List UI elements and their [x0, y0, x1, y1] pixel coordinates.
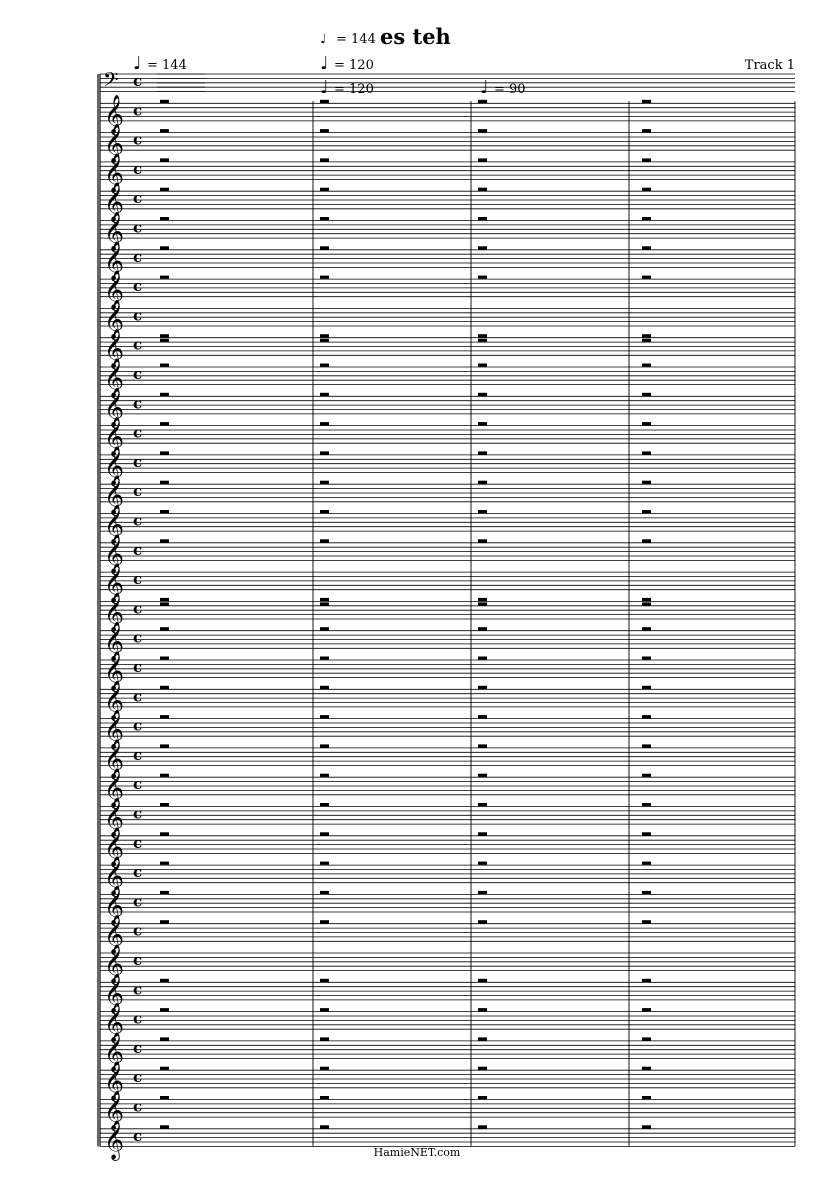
treble-clef-icon: 𝄞: [104, 211, 125, 252]
staff: [100, 1003, 795, 1044]
whole-rest: [320, 744, 329, 747]
treble-clef-icon: 𝄞: [104, 445, 125, 486]
time-signature: c: [133, 833, 143, 852]
whole-rest: [478, 510, 487, 513]
treble-clef-icon: 𝄞: [104, 358, 125, 398]
treble-clef-icon: 𝄞: [104, 651, 125, 691]
whole-rest: [478, 1067, 487, 1070]
whole-rest: [320, 100, 329, 103]
treble-clef-icon: 𝄞: [104, 680, 125, 721]
treble-clef-icon: 𝄞: [104, 152, 125, 193]
whole-rest: [478, 481, 487, 484]
time-signature: c: [133, 1038, 143, 1057]
whole-rest: [320, 1096, 329, 1099]
staff: [100, 387, 795, 428]
time-signature: c: [133, 1068, 143, 1087]
whole-rest: [642, 276, 651, 279]
treble-clef-icon: 𝄞: [104, 270, 125, 311]
treble-clef-icon: 𝄞: [104, 1090, 125, 1131]
whole-rest: [320, 451, 329, 454]
treble-clef-icon: 𝄞: [104, 1119, 125, 1160]
treble-clef-icon: 𝄞: [104, 387, 125, 428]
bass-clef-icon: 𝄢: [103, 68, 119, 96]
tempo-value: = 120: [334, 82, 374, 97]
footer-credit: HamieNET.com: [373, 1146, 461, 1159]
whole-rest: [160, 686, 169, 689]
whole-rest: [642, 832, 651, 835]
staff: [100, 680, 795, 721]
whole-rest: [642, 158, 651, 161]
staff: [100, 417, 795, 458]
whole-rest: [160, 334, 169, 337]
whole-rest: [642, 334, 651, 337]
treble-clef-icon: 𝄞: [104, 1031, 125, 1072]
staff: [100, 973, 795, 1014]
whole-rest: [320, 774, 329, 777]
time-signature: c: [133, 335, 143, 354]
treble-clef-icon: 𝄞: [104, 504, 125, 545]
whole-rest: [642, 339, 651, 342]
whole-rest: [478, 686, 487, 689]
whole-rest: [478, 422, 487, 425]
whole-rest: [478, 451, 487, 454]
staff: [100, 592, 795, 633]
whole-rest: [478, 217, 487, 220]
whole-rest: [320, 657, 329, 660]
staff: [100, 270, 795, 311]
staff: [100, 798, 795, 839]
whole-rest: [642, 979, 651, 982]
whole-rest: [642, 1125, 651, 1128]
whole-rest: [160, 920, 169, 923]
staff: [100, 739, 795, 780]
time-signature: c: [133, 658, 143, 676]
staff: [100, 241, 795, 282]
tempo-mark: [133, 53, 187, 74]
whole-rest: [478, 715, 487, 718]
whole-rest: [320, 979, 329, 982]
whole-rest: [320, 188, 329, 191]
time-signature: c: [133, 159, 143, 178]
whole-rest: [642, 217, 651, 220]
whole-rest: [642, 774, 651, 777]
whole-rest: [320, 1125, 329, 1128]
whole-rest: [478, 774, 487, 777]
time-signature: c: [133, 921, 143, 940]
whole-rest: [478, 334, 487, 337]
whole-rest: [160, 715, 169, 718]
whole-rest: [478, 539, 487, 542]
instrument-name: Track 1: [744, 58, 795, 73]
whole-rest: [160, 1067, 169, 1070]
whole-rest: [160, 188, 169, 191]
whole-rest: [320, 217, 329, 220]
whole-rest: [478, 862, 487, 865]
whole-rest: [642, 510, 651, 513]
whole-rest: [160, 657, 169, 660]
whole-rest: [160, 510, 169, 513]
treble-clef-icon: 𝄞: [104, 826, 125, 867]
tempo-mark: [320, 53, 374, 74]
whole-rest: [320, 539, 329, 542]
treble-clef-icon: 𝄞: [104, 94, 125, 135]
whole-rest: [160, 158, 169, 161]
whole-rest: [478, 744, 487, 747]
treble-clef-icon: 𝄞: [104, 299, 125, 340]
whole-rest: [160, 598, 169, 601]
whole-rest: [320, 920, 329, 923]
treble-clef-icon: 𝄞: [104, 914, 125, 955]
whole-rest: [478, 246, 487, 249]
staff: [100, 124, 795, 165]
whole-rest: [160, 744, 169, 747]
whole-rest: [642, 451, 651, 454]
time-signature: c: [133, 687, 143, 706]
piece-title: es teh: [380, 24, 451, 49]
treble-clef-icon: 𝄞: [104, 973, 125, 1014]
time-signature: c: [133, 892, 143, 911]
whole-rest: [160, 217, 169, 220]
whole-rest: [160, 451, 169, 454]
time-signature: c: [133, 218, 143, 237]
staff-system: [98, 68, 795, 1161]
tempo-value: = 120: [334, 58, 374, 73]
time-signature: c: [133, 980, 143, 999]
staff: [100, 710, 795, 751]
whole-rest: [642, 1096, 651, 1099]
time-signature: c: [133, 306, 143, 325]
whole-rest: [160, 1096, 169, 1099]
staff: [100, 153, 795, 194]
time-signature: c: [133, 72, 143, 90]
staff: [100, 885, 795, 926]
whole-rest: [478, 100, 487, 103]
treble-clef-icon: 𝄞: [104, 475, 125, 516]
whole-rest: [478, 158, 487, 161]
treble-clef-icon: 𝄞: [104, 1002, 125, 1043]
staff: [100, 505, 795, 546]
treble-clef-icon: 𝄞: [104, 797, 125, 838]
staff: [100, 651, 795, 692]
whole-rest: [160, 1125, 169, 1128]
treble-clef-icon: 𝄞: [104, 416, 125, 457]
header: [320, 24, 795, 73]
whole-rest: [478, 598, 487, 601]
whole-rest: [642, 129, 651, 132]
whole-rest: [160, 481, 169, 484]
staff: [100, 182, 795, 223]
time-signature: c: [133, 247, 143, 266]
whole-rest: [160, 862, 169, 865]
staff: [100, 915, 795, 956]
whole-rest: [320, 364, 329, 367]
treble-clef-icon: 𝄞: [104, 1061, 125, 1102]
whole-rest: [320, 598, 329, 601]
staff: [100, 68, 795, 96]
whole-rest: [320, 1067, 329, 1070]
whole-rest: [320, 129, 329, 132]
staff: [100, 768, 795, 809]
whole-rest: [478, 1008, 487, 1011]
staff: [100, 1032, 795, 1073]
whole-rest: [478, 339, 487, 342]
staff: [100, 94, 795, 135]
quarter-note-icon: ♩: [133, 53, 142, 74]
whole-rest: [478, 832, 487, 835]
time-signature: c: [133, 101, 143, 120]
whole-rest: [478, 188, 487, 191]
whole-rest: [478, 1096, 487, 1099]
time-signature: c: [133, 277, 143, 296]
whole-rest: [320, 158, 329, 161]
whole-rest: [642, 1067, 651, 1070]
treble-clef-icon: 𝄞: [104, 563, 125, 604]
whole-rest: [160, 602, 169, 605]
quarter-note-icon: ♩: [480, 77, 489, 98]
whole-rest: [160, 1008, 169, 1011]
whole-rest: [160, 100, 169, 103]
whole-rest: [160, 339, 169, 342]
whole-rest: [478, 657, 487, 660]
whole-rest: [320, 422, 329, 425]
whole-rest: [642, 393, 651, 396]
treble-clef-icon: 𝄞: [104, 621, 125, 662]
tempo-value: = 90: [494, 82, 526, 97]
whole-rest: [478, 803, 487, 806]
time-signature: c: [133, 599, 143, 618]
tempo-value: = 144: [147, 58, 187, 73]
staff: [100, 1061, 795, 1102]
whole-rest: [642, 657, 651, 660]
whole-rest: [642, 539, 651, 542]
treble-clef-icon: 𝄞: [104, 709, 125, 750]
staff: [100, 475, 795, 516]
whole-rest: [642, 481, 651, 484]
whole-rest: [642, 920, 651, 923]
treble-clef-icon: 𝄞: [104, 592, 125, 633]
whole-rest: [320, 715, 329, 718]
treble-clef-icon: 𝄞: [104, 182, 125, 223]
treble-clef-icon: 𝄞: [104, 328, 125, 369]
whole-rest: [320, 803, 329, 806]
whole-rest: [642, 891, 651, 894]
treble-clef-icon: 𝄞: [104, 768, 125, 809]
time-signature: c: [133, 804, 143, 823]
time-signature: c: [133, 951, 143, 969]
time-signature: c: [133, 365, 143, 383]
quarter-note-icon: ♩: [320, 77, 329, 98]
staff: [100, 212, 795, 253]
whole-rest: [320, 832, 329, 835]
time-signature: c: [133, 1126, 143, 1145]
whole-rest: [642, 862, 651, 865]
whole-rest: [478, 920, 487, 923]
whole-rest: [478, 393, 487, 396]
whole-rest: [320, 686, 329, 689]
time-signature: c: [133, 482, 143, 501]
staff: [100, 622, 795, 663]
whole-rest: [320, 602, 329, 605]
quarter-note-icon: ♩: [320, 53, 329, 74]
whole-rest: [642, 1037, 651, 1040]
whole-rest: [160, 364, 169, 367]
whole-rest: [642, 744, 651, 747]
whole-rest: [160, 891, 169, 894]
treble-clef-icon: 𝄞: [104, 533, 125, 574]
whole-rest: [320, 276, 329, 279]
whole-rest: [320, 334, 329, 337]
staff: [100, 1091, 795, 1132]
staff: [100, 563, 795, 604]
whole-rest: [160, 627, 169, 630]
whole-rest: [642, 422, 651, 425]
whole-rest: [320, 510, 329, 513]
whole-rest: [478, 129, 487, 132]
time-signature: c: [133, 745, 143, 764]
time-signature: c: [133, 130, 143, 149]
time-signature: c: [133, 716, 143, 735]
whole-rest: [320, 1037, 329, 1040]
time-signature: c: [133, 775, 143, 794]
time-signature: c: [133, 1009, 143, 1028]
time-signature: c: [133, 452, 143, 471]
time-signature: c: [133, 423, 143, 442]
whole-rest: [320, 481, 329, 484]
whole-rest: [642, 602, 651, 605]
whole-rest: [160, 979, 169, 982]
whole-rest: [642, 715, 651, 718]
time-signature: c: [133, 628, 143, 647]
whole-rest: [478, 1125, 487, 1128]
treble-clef-icon: 𝄞: [104, 240, 125, 281]
staff: [100, 827, 795, 868]
whole-rest: [160, 1037, 169, 1040]
whole-rest: [642, 686, 651, 689]
whole-rest: [320, 246, 329, 249]
whole-rest: [160, 832, 169, 835]
whole-rest: [160, 539, 169, 542]
time-signature: c: [133, 189, 143, 208]
whole-rest: [642, 246, 651, 249]
whole-rest: [478, 627, 487, 630]
whole-rest: [160, 774, 169, 777]
whole-rest: [642, 364, 651, 367]
staff: [100, 534, 795, 575]
whole-rest: [478, 276, 487, 279]
staff: [100, 856, 795, 897]
whole-rest: [160, 422, 169, 425]
whole-rest: [160, 393, 169, 396]
whole-rest: [160, 129, 169, 132]
whole-rest: [320, 1008, 329, 1011]
whole-rest: [320, 891, 329, 894]
whole-rest: [642, 627, 651, 630]
treble-clef-icon: 𝄞: [104, 123, 125, 164]
time-signature: c: [133, 394, 143, 413]
whole-rest: [478, 602, 487, 605]
whole-rest: [478, 891, 487, 894]
staff: [100, 944, 795, 985]
whole-rest: [320, 393, 329, 396]
time-signature: c: [133, 511, 143, 530]
whole-rest: [320, 627, 329, 630]
whole-rest: [642, 188, 651, 191]
whole-rest: [478, 1037, 487, 1040]
treble-clef-icon: 𝄞: [104, 944, 125, 984]
staff: [100, 329, 795, 370]
whole-rest: [320, 339, 329, 342]
time-signature: c: [133, 540, 143, 559]
whole-rest: [478, 364, 487, 367]
whole-rest: [642, 803, 651, 806]
title-tempo-value: = 144: [336, 32, 376, 47]
staff: [100, 358, 795, 399]
whole-rest: [160, 803, 169, 806]
time-signature: c: [133, 570, 143, 589]
whole-rest: [160, 276, 169, 279]
time-signature: c: [133, 863, 143, 882]
whole-rest: [478, 979, 487, 982]
treble-clef-icon: 𝄞: [104, 856, 125, 897]
whole-rest: [642, 598, 651, 601]
treble-clef-icon: 𝄞: [104, 885, 125, 926]
treble-clef-icon: 𝄞: [104, 738, 125, 779]
staff: [100, 446, 795, 487]
staff: [100, 299, 795, 340]
whole-rest: [160, 246, 169, 249]
whole-rest: [320, 862, 329, 865]
whole-rest: [642, 1008, 651, 1011]
title-tempo-note-icon: ♩: [320, 32, 327, 47]
time-signature: c: [133, 1097, 143, 1116]
whole-rest: [642, 100, 651, 103]
